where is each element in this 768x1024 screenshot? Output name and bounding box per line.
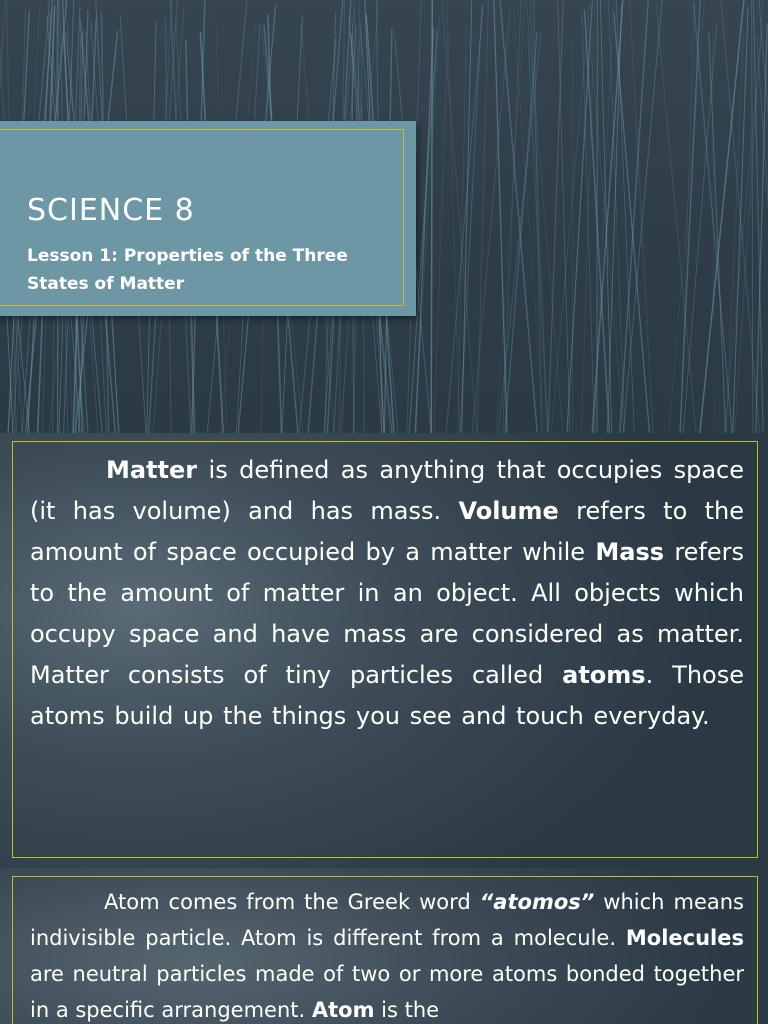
streak-line <box>622 0 664 433</box>
streak-line <box>434 32 448 433</box>
streak-line <box>607 3 621 433</box>
text-run: is the <box>374 998 440 1022</box>
streak-line <box>629 0 653 433</box>
term-mass: Mass <box>595 538 665 566</box>
atom-paragraph <box>30 884 744 1024</box>
streak-line <box>440 0 477 433</box>
text-run: Atom comes from the Greek word <box>104 890 480 914</box>
title-slide <box>0 0 768 433</box>
streak-line <box>699 0 744 433</box>
atom-definition-slide <box>0 868 768 1024</box>
streak-line <box>458 26 467 434</box>
term-atom: Atom <box>311 998 375 1022</box>
slide-title: SCIENCE 8 <box>27 193 195 228</box>
streak-line <box>447 6 460 433</box>
streak-line <box>415 29 433 433</box>
term-volume: Volume <box>458 497 559 525</box>
streak-line <box>558 0 571 433</box>
text-run: . Those atoms build up the things you see and touch everyday. <box>30 661 744 730</box>
text-run: refers to the amount of space occupied by a matter while <box>30 497 744 566</box>
streak-line <box>752 0 753 433</box>
text-run: refers to the amount of matter in an object. All objects which occupy space and have mass are considered as matter. Matter consists of tiny particles called <box>30 538 745 689</box>
streak-line <box>709 32 726 433</box>
streak-line <box>597 0 598 433</box>
text-run: which means indivisible particle. Atom is different from a molecule. <box>30 890 744 950</box>
term-molecules: Molecules <box>625 926 744 950</box>
streak-line <box>548 0 564 433</box>
matter-definition-slide <box>0 433 768 868</box>
streak-line <box>681 0 695 433</box>
streak-line <box>735 0 764 433</box>
term-matter: Matter <box>106 456 198 484</box>
term-atomos: “atomos” <box>479 890 595 914</box>
matter-paragraph <box>30 450 744 737</box>
title-box <box>0 121 416 316</box>
streak-line <box>572 37 573 433</box>
text-run: are neutral particles made of two or more atoms bonded together in a specific arrangement. <box>30 962 744 1022</box>
slide-subtitle: Lesson 1: Properties of the Three States of Matter <box>27 246 348 294</box>
term-atoms: atoms <box>562 661 646 689</box>
streak-line <box>694 3 734 433</box>
streak-line <box>656 4 697 433</box>
text-run: is defined as anything that occupies space (it has volume) and has mass. <box>30 456 744 525</box>
streak-line <box>528 35 548 433</box>
